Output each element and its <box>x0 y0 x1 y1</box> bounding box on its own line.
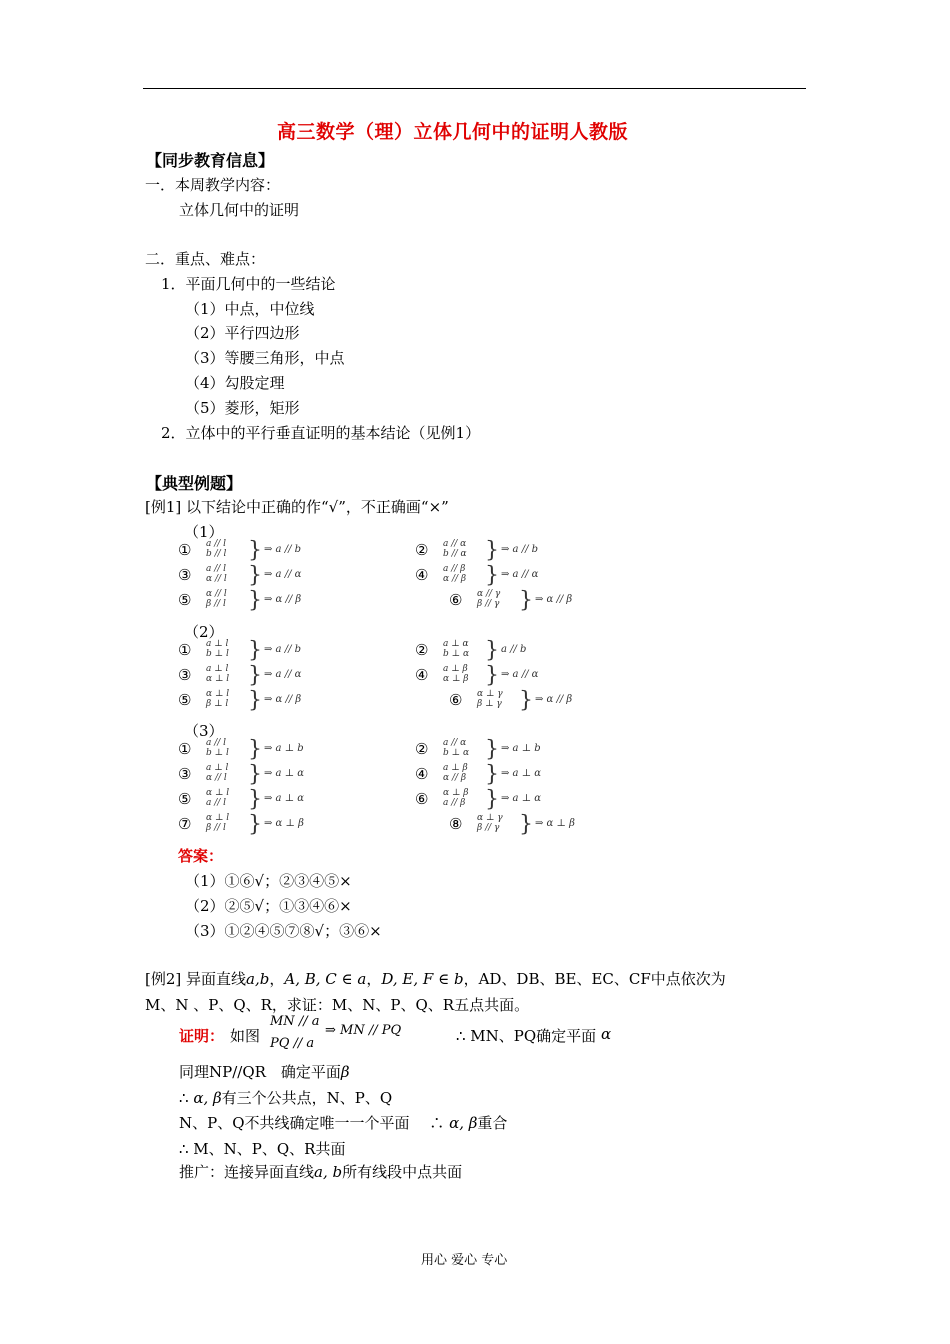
proof-line3-text: 有三个公共点，N、P、Q <box>221 1089 393 1107</box>
formula-premise-bottom: b ⊥ l <box>206 649 229 659</box>
group3-label: （3） <box>184 722 224 740</box>
formula-brace: } <box>519 688 533 713</box>
point2: 2．立体中的平行垂直证明的基本结论（见例1） <box>161 424 481 442</box>
formula-number: ① <box>178 641 192 659</box>
formula-premise-top: a // α <box>443 539 467 549</box>
example2-separator: ， <box>269 970 285 988</box>
sub-point: （3）等腰三角形，中点 <box>185 349 345 367</box>
proof-line6-text: 推广：连接异面直线 <box>179 1163 315 1181</box>
formula-premise-top: α ⊥ γ <box>477 813 503 823</box>
proof-line3-text: ∴ <box>179 1089 194 1107</box>
sub-point: （2）平行四边形 <box>185 324 300 342</box>
formula-brace: } <box>485 663 499 688</box>
formula-result: ⇒ a ⊥ b <box>264 743 304 754</box>
formula-premises <box>443 564 466 584</box>
formula-premise-top: α // l <box>206 589 227 599</box>
example2-math-abc: A, B, C ∈ a <box>284 970 367 988</box>
page-title: 高三数学（理）立体几何中的证明人教版 <box>277 121 629 143</box>
formula-premise-bottom: α ⊥ l <box>206 674 230 684</box>
point1: 1．平面几何中的一些结论 <box>161 275 336 293</box>
formula-number: ⑥ <box>449 591 463 609</box>
formula-premises <box>477 689 503 709</box>
example2-math-ab: a,b <box>246 970 270 988</box>
formula-number: ② <box>415 740 429 758</box>
formula-brace: } <box>248 812 262 837</box>
example2-line2: M、N 、P、Q、R，求证：M、N、P、Q、R五点共面。 <box>145 996 530 1014</box>
proof-line4-text: N、P、Q不共线确定唯一一个平面 ∴ <box>179 1114 450 1132</box>
formula-result: ⇒ α ⊥ β <box>535 818 575 829</box>
formula-result: ⇒ a ⊥ α <box>501 768 542 779</box>
formula-premises <box>206 788 229 808</box>
proof-beta: β <box>340 1063 350 1081</box>
formula-premise-bottom: b ⊥ α <box>443 649 470 659</box>
formula-premise-bottom: a // β <box>443 798 466 808</box>
formula-premise-top: α ⊥ l <box>206 813 230 823</box>
formula-premise-bottom: β // l <box>206 823 226 833</box>
example2-text: ，AD、DB、BE、EC、CF中点依次为 <box>463 970 726 988</box>
formula-number: ⑧ <box>449 815 463 833</box>
formula-premises <box>477 589 500 609</box>
example2-math-def: D, E, F ∈ b <box>381 970 464 988</box>
formula-result: ⇒ a // α <box>501 569 539 580</box>
formula-premise-top: a ⊥ l <box>206 763 229 773</box>
proof-text: 如图 <box>230 1027 261 1045</box>
formula-number: ⑤ <box>178 790 192 808</box>
formula-result: ⇒ a // b <box>501 544 539 555</box>
formula-result: ⇒ a // b <box>264 544 302 555</box>
formula-premise-top: α ⊥ l <box>206 689 230 699</box>
formula-number: ② <box>415 541 429 559</box>
formula-premise-bottom: b ⊥ l <box>206 748 229 758</box>
formula-premise-bottom: β ⊥ γ <box>477 699 502 709</box>
item2-label: 二．重点、难点： <box>145 250 266 268</box>
formula-brace: } <box>248 588 262 613</box>
formula-result: ⇒ a // α <box>501 669 539 680</box>
formula-brace: } <box>248 538 262 563</box>
proof-line3 <box>179 1087 392 1108</box>
formula-number: ⑥ <box>449 691 463 709</box>
sub-point: （4）勾股定理 <box>185 374 285 392</box>
formula-result: ⇒ a ⊥ α <box>264 793 305 804</box>
proof-line3-math: α, β <box>193 1089 222 1107</box>
formula-number: ④ <box>415 765 429 783</box>
proof-line4 <box>179 1112 507 1133</box>
proof-frac-bottom: PQ // a <box>270 1036 315 1051</box>
example2-line1 <box>145 968 726 989</box>
formula-brace: } <box>248 563 262 588</box>
formula-premise-top: a ⊥ β <box>443 664 468 674</box>
formula-premise-bottom: a // l <box>206 798 227 808</box>
proof-line6-math: a, b <box>314 1163 343 1181</box>
formula-premises <box>443 763 468 783</box>
formula-number: ① <box>178 541 192 559</box>
proof-frac-top: MN // a <box>270 1014 320 1029</box>
formula-premises <box>477 813 503 833</box>
formula-number: ③ <box>178 765 192 783</box>
item1-label: 一．本周教学内容： <box>145 176 281 194</box>
proof-implies: ⇒ MN // PQ <box>325 1023 402 1038</box>
formula-premises <box>206 664 229 684</box>
proof-label: 证明： <box>179 1027 225 1045</box>
proof-line4-math: α, β <box>449 1114 478 1132</box>
formula-premises <box>206 589 227 609</box>
proof-line2-text: 同理NP//QR 确定平面 <box>179 1063 341 1081</box>
section-heading-examples: 【典型例题】 <box>146 474 243 493</box>
formula-result: ⇒ α // β <box>535 594 573 605</box>
formula-number: ⑥ <box>415 790 429 808</box>
answer-line: （3）①②④⑤⑦⑧√；③⑥× <box>185 922 382 940</box>
formula-brace: } <box>248 787 262 812</box>
formula-premise-top: a ⊥ l <box>206 664 229 674</box>
formula-number: ① <box>178 740 192 758</box>
sub-point: （5）菱形，矩形 <box>185 399 300 417</box>
formula-brace: } <box>485 538 499 563</box>
proof-line6 <box>179 1161 462 1182</box>
example2-separator: ， <box>366 970 382 988</box>
formula-brace: } <box>485 563 499 588</box>
formula-premise-bottom: b ⊥ α <box>443 748 470 758</box>
formula-result: ⇒ a // α <box>264 569 302 580</box>
formula-premise-top: α ⊥ γ <box>477 689 503 699</box>
formula-premise-top: a ⊥ l <box>206 639 229 649</box>
formula-premise-top: α // γ <box>477 589 501 599</box>
formula-result: ⇒ α ⊥ β <box>264 818 304 829</box>
answer-line: （1）①⑥√；②③④⑤× <box>185 872 352 890</box>
formula-brace: } <box>485 787 499 812</box>
formula-premise-top: a ⊥ α <box>443 639 469 649</box>
proof-line4-text: 重合 <box>477 1114 508 1132</box>
formula-premise-bottom: α // l <box>206 574 227 584</box>
formula-premise-bottom: β ⊥ l <box>206 699 229 709</box>
section-heading-sync-info: 【同步教育信息】 <box>146 151 275 170</box>
formula-premise-top: α ⊥ β <box>443 788 469 798</box>
formula-result: ⇒ α // β <box>264 694 302 705</box>
formula-result: ⇒ α // β <box>535 694 573 705</box>
header-rule <box>143 88 806 89</box>
proof-line6-text: 所有线段中点共面 <box>342 1163 463 1181</box>
formula-result: ⇒ a ⊥ b <box>501 743 541 754</box>
formula-premise-bottom: β // l <box>206 599 226 609</box>
formula-number: ⑦ <box>178 815 192 833</box>
formula-brace: } <box>248 688 262 713</box>
formula-premise-top: a // α <box>443 738 467 748</box>
formula-premise-top: a ⊥ β <box>443 763 468 773</box>
formula-premises <box>443 539 467 559</box>
formula-premise-bottom: α // β <box>443 773 467 783</box>
formula-premises <box>206 639 229 659</box>
formula-premise-bottom: α // β <box>443 574 467 584</box>
formula-number: ④ <box>415 666 429 684</box>
footer-text: 用心 爱心 专心 <box>421 1253 508 1268</box>
formula-premises <box>206 539 226 559</box>
formula-number: ⑤ <box>178 691 192 709</box>
formula-premise-bottom: b // l <box>206 549 227 559</box>
formula-brace: } <box>485 737 499 762</box>
formula-result: ⇒ α // β <box>264 594 302 605</box>
example1-intro: [例1] 以下结论中正确的作“√”，不正确画“×” <box>145 498 449 516</box>
formula-number: ④ <box>415 566 429 584</box>
formula-result: a // b <box>501 644 527 655</box>
formula-premises <box>206 564 227 584</box>
example2-text: [例2] 异面直线 <box>145 970 247 988</box>
answer-label: 答案： <box>178 847 224 865</box>
formula-premises <box>443 738 469 758</box>
formula-brace: } <box>248 762 262 787</box>
formula-premise-top: a // l <box>206 539 227 549</box>
group1-label: （1） <box>184 523 224 541</box>
formula-premise-bottom: β // γ <box>477 599 500 609</box>
formula-brace: } <box>485 762 499 787</box>
formula-premises <box>443 639 469 659</box>
formula-number: ② <box>415 641 429 659</box>
formula-brace: } <box>248 663 262 688</box>
formula-brace: } <box>519 812 533 837</box>
formula-premise-top: α ⊥ l <box>206 788 230 798</box>
formula-brace: } <box>519 588 533 613</box>
group2-label: （2） <box>184 623 224 641</box>
formula-premise-bottom: β // γ <box>477 823 500 833</box>
answer-line: （2）②⑤√；①③④⑥× <box>185 897 352 915</box>
formula-premises <box>206 813 229 833</box>
formula-result: ⇒ a // α <box>264 669 302 680</box>
formula-premise-top: a // l <box>206 738 227 748</box>
formula-premises <box>206 763 228 783</box>
formula-premise-top: a // l <box>206 564 227 574</box>
formula-premises <box>443 664 468 684</box>
formula-premise-bottom: α ⊥ β <box>443 674 469 684</box>
formula-premise-bottom: α // l <box>206 773 227 783</box>
formula-brace: } <box>248 638 262 663</box>
formula-result: ⇒ a // b <box>264 644 302 655</box>
proof-alpha: α <box>601 1025 612 1043</box>
formula-result: ⇒ a ⊥ α <box>501 793 542 804</box>
formula-premises <box>206 738 229 758</box>
formula-premises <box>206 689 229 709</box>
formula-number: ③ <box>178 566 192 584</box>
formula-brace: } <box>248 737 262 762</box>
proof-line5: ∴ M、N、P、Q、R共面 <box>179 1140 346 1158</box>
formula-number: ⑤ <box>178 591 192 609</box>
proof-therefore1: ∴ MN、PQ确定平面 <box>456 1027 597 1045</box>
proof-line2 <box>179 1061 350 1082</box>
item1-content: 立体几何中的证明 <box>179 201 300 219</box>
formula-brace: } <box>485 638 499 663</box>
formula-premises <box>443 788 468 808</box>
formula-premise-bottom: b // α <box>443 549 467 559</box>
formula-number: ③ <box>178 666 192 684</box>
formula-premise-top: a // β <box>443 564 466 574</box>
formula-result: ⇒ a ⊥ α <box>264 768 305 779</box>
sub-point: （1）中点，中位线 <box>185 300 315 318</box>
